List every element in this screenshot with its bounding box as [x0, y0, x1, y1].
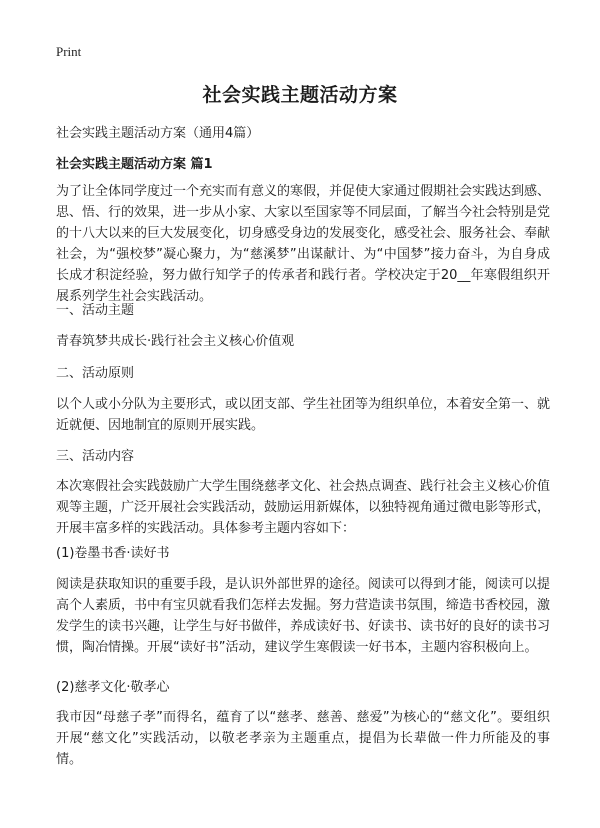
page-title: 社会实践主题活动方案 [202, 84, 398, 106]
print-link[interactable]: Print [56, 44, 82, 59]
filial-paragraph: 我市因“母慈子孝”而得名，蕴育了以“慈孝、慈善、慈爱”为核心的“慈文化”。要组织开展“慈文化”实践活动，以敬老孝亲为主题重点，提倡为长辈做一件力所能及的事情。 [56, 710, 550, 767]
intro-paragraph: 为了让全体同学度过一个充实而有意义的寒假，并促使大家通过假期社会实践达到感、思、悟、行的效果，进一步从小家、大家以至国家等不同层面，了解当今社会特别是党的十八大以来的巨大发展变化，切身感受身边的发展变化，感受社会、服务社会、奉献社会，为“强校梦”凝心聚力，为“慈溪梦”出谋献计、为“中国梦”接力奋斗，为自身成长成才积淀经验，努力做行知学子的传承者和践行者。学校决定于20__年寒假组织开展系列学生社会实践活动。 [56, 184, 551, 304]
document-subtitle: 社会实践主题活动方案（通用4篇） [56, 126, 260, 141]
heading-content: 三、活动内容 [56, 449, 135, 464]
section-heading: 社会实践主题活动方案 篇1 [56, 157, 213, 172]
heading-principle: 二、活动原则 [56, 366, 135, 381]
subheading-filial: (2)慈孝文化·敬孝心 [56, 680, 170, 695]
principle-paragraph: 以个人或小分队为主要形式，或以团支部、学生社团等为组织单位，本着安全第一、就近就便、因地制宜的原则开展实践。 [56, 397, 551, 433]
heading-theme: 一、活动主题 [56, 303, 135, 318]
theme-text: 青春筑梦共成长·践行社会主义核心价值观 [56, 334, 295, 349]
reading-paragraph: 阅读是获取知识的重要手段，是认识外部世界的途径。阅读可以得到才能，阅读可以提高个人素质，书中有宝贝就看我们怎样去发掘。努力营造读书氛围，缔造书香校园，激发学生的读书兴趣，让学生与好书做伴，养成读好书、好读书、读书好的良好的读书习惯，陶冶情操。开展“读好书”活动，建议学生寒假读一好书本，主题内容积极向上。 [56, 577, 551, 655]
content-paragraph: 本次寒假社会实践鼓励广大学生围绕慈孝文化、社会热点调查、践行社会主义核心价值观等主题，广泛开展社会实践活动，鼓励运用新媒体，以独特视角通过微电影等形式，开展丰富多样的实践活动。具体参考主题内容如下： [56, 479, 551, 536]
subheading-reading: (1)卷墨书香·读好书 [56, 546, 170, 561]
